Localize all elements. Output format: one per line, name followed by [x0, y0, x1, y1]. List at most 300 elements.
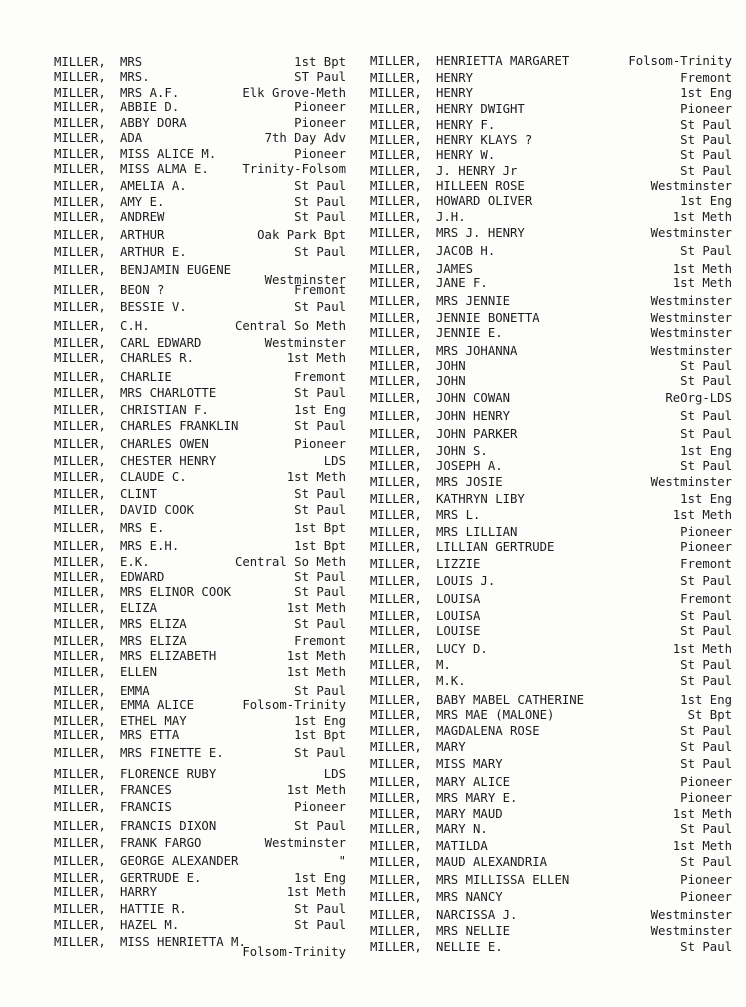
directory-entry: [54, 935, 346, 959]
surname: MILLER,: [54, 918, 106, 932]
church: Westminster: [264, 836, 346, 850]
directory-entry: [370, 940, 732, 954]
directory-entry: [54, 555, 346, 569]
church: 1st Meth: [672, 210, 732, 224]
surname: MILLER,: [54, 767, 106, 781]
church: 1st Meth: [672, 508, 732, 522]
church: St Paul: [680, 427, 732, 441]
church: Trinity-Folsom: [242, 162, 346, 176]
surname: MILLER,: [54, 351, 106, 365]
given-name: J.H.: [436, 210, 466, 224]
directory-entry: [370, 724, 732, 738]
church: St Paul: [294, 746, 346, 760]
surname: MILLER,: [370, 624, 422, 638]
given-name: FRANCES: [120, 783, 172, 797]
given-name: JAMES: [436, 262, 474, 276]
given-name: MRS NELLIE: [436, 924, 511, 938]
directory-entry: [54, 370, 346, 384]
surname: MILLER,: [54, 649, 106, 663]
given-name: CHARLES R.: [120, 351, 195, 365]
surname: MILLER,: [54, 370, 106, 384]
given-name: CHESTER HENRY: [120, 454, 217, 468]
directory-entry: [54, 783, 346, 797]
directory-entry: [54, 601, 346, 615]
church: Pioneer: [294, 147, 346, 161]
given-name: HATTIE R.: [120, 902, 187, 916]
directory-entry: [370, 226, 732, 240]
given-name: MRS ELIZA: [120, 634, 187, 648]
church: 1st Eng: [680, 86, 732, 100]
surname: MILLER,: [370, 693, 422, 707]
church: 1st Eng: [680, 693, 732, 707]
directory-entry: [370, 262, 732, 276]
given-name: JANE F.: [436, 276, 488, 290]
surname: MILLER,: [54, 403, 106, 417]
surname: MILLER,: [370, 890, 422, 904]
surname: MILLER,: [370, 326, 422, 340]
church: Elk Grove-Meth: [242, 86, 346, 100]
surname: MILLER,: [54, 100, 106, 114]
surname: MILLER,: [370, 525, 422, 539]
directory-entry: [370, 839, 732, 853]
given-name: JENNIE E.: [436, 326, 503, 340]
surname: MILLER,: [54, 162, 106, 176]
directory-entry: [54, 698, 346, 712]
church: St Paul: [680, 359, 732, 373]
church: 7th Day Adv: [264, 131, 346, 145]
church: St Paul: [294, 245, 346, 259]
directory-entry: [54, 454, 346, 468]
surname: MILLER,: [370, 508, 422, 522]
church: Pioneer: [680, 775, 732, 789]
church: 1st Meth: [286, 665, 346, 679]
given-name: LOUISA: [436, 592, 481, 606]
church: ReOrg-LDS: [665, 391, 732, 405]
given-name: ELLEN: [120, 665, 158, 679]
church: 1st Bpt: [294, 728, 346, 742]
church: 1st Eng: [680, 194, 732, 208]
church: 1st Meth: [672, 642, 732, 656]
church: St Paul: [294, 210, 346, 224]
directory-entry: [54, 55, 346, 69]
church: 1st Meth: [672, 839, 732, 853]
surname: MILLER,: [54, 470, 106, 484]
directory-entry: [370, 492, 732, 506]
given-name: MRS FINETTE E.: [120, 746, 224, 760]
surname: MILLER,: [370, 444, 422, 458]
directory-entry: [370, 775, 732, 789]
given-name: DAVID COOK: [120, 503, 195, 517]
directory-entry: [370, 658, 732, 672]
church: 1st Meth: [672, 807, 732, 821]
directory-entry: [54, 179, 346, 193]
church: Pioneer: [680, 890, 732, 904]
given-name: MRS ELIZABETH: [120, 649, 217, 663]
directory-entry: [54, 131, 346, 145]
surname: MILLER,: [54, 210, 106, 224]
church: St Paul: [294, 179, 346, 193]
directory-entry: [370, 244, 732, 258]
directory-entry: [54, 918, 346, 932]
directory-entry: [54, 263, 346, 287]
surname: MILLER,: [370, 492, 422, 506]
church: 1st Meth: [286, 470, 346, 484]
directory-entry: [370, 118, 732, 132]
surname: MILLER,: [370, 262, 422, 276]
surname: MILLER,: [370, 86, 422, 100]
directory-entry: [370, 557, 732, 571]
church: 1st Bpt: [294, 539, 346, 553]
given-name: MRS E.H.: [120, 539, 180, 553]
given-name: NARCISSA J.: [436, 908, 518, 922]
surname: MILLER,: [54, 86, 106, 100]
surname: MILLER,: [54, 570, 106, 584]
surname: MILLER,: [370, 658, 422, 672]
surname: MILLER,: [370, 924, 422, 938]
surname: MILLER,: [54, 885, 106, 899]
directory-entry: [54, 570, 346, 584]
given-name: FLORENCE RUBY: [120, 767, 217, 781]
church: Pioneer: [294, 116, 346, 130]
given-name: MRS: [120, 55, 143, 69]
directory-entry: [54, 746, 346, 760]
directory-entry: [54, 210, 346, 224]
directory-entry: [54, 162, 346, 176]
given-name: NELLIE E.: [436, 940, 503, 954]
given-name: LOUISE: [436, 624, 481, 638]
given-name: JACOB H.: [436, 244, 496, 258]
given-name: BESSIE V.: [120, 300, 187, 314]
church: St Paul: [680, 822, 732, 836]
church: 1st Meth: [286, 351, 346, 365]
given-name: EDWARD: [120, 570, 165, 584]
given-name: MARY ALICE: [436, 775, 511, 789]
directory-entry: [370, 508, 732, 522]
surname: MILLER,: [54, 70, 106, 84]
given-name: MRS.: [120, 70, 150, 84]
directory-entry: [54, 665, 346, 679]
church: ": [338, 854, 346, 868]
surname: MILLER,: [370, 908, 422, 922]
given-name: MISS ALMA E.: [120, 162, 209, 176]
church: Pioneer: [294, 100, 346, 114]
church: Westminster: [650, 226, 732, 240]
directory-entry: [370, 133, 732, 147]
surname: MILLER,: [370, 557, 422, 571]
church: St Paul: [680, 674, 732, 688]
directory-entry: [54, 521, 346, 535]
church: St Paul: [294, 419, 346, 433]
church: St Paul: [294, 918, 346, 932]
surname: MILLER,: [370, 459, 422, 473]
directory-entry: [54, 195, 346, 209]
given-name: C.H.: [120, 319, 150, 333]
given-name: FRANCIS DIXON: [120, 819, 217, 833]
surname: MILLER,: [54, 555, 106, 569]
church: ST Paul: [294, 70, 346, 84]
directory-entry: [370, 102, 732, 116]
surname: MILLER,: [370, 54, 422, 68]
church: Pioneer: [680, 540, 732, 554]
surname: MILLER,: [54, 728, 106, 742]
given-name: MRS L.: [436, 508, 481, 522]
given-name: JOHN: [436, 374, 466, 388]
surname: MILLER,: [370, 71, 422, 85]
directory-entry: [370, 71, 732, 85]
directory-entry: [370, 459, 732, 473]
church: Fremont: [680, 557, 732, 571]
directory-entry: [370, 908, 732, 922]
surname: MILLER,: [370, 374, 422, 388]
directory-entry: [54, 86, 346, 100]
church: St Paul: [294, 819, 346, 833]
surname: MILLER,: [54, 783, 106, 797]
given-name: HOWARD OLIVER: [436, 194, 533, 208]
surname: MILLER,: [54, 539, 106, 553]
church-continued: Folsom-Trinity: [242, 945, 346, 959]
church: St Paul: [294, 684, 346, 698]
church: St Paul: [294, 585, 346, 599]
directory-entry: [370, 475, 732, 489]
church: St Paul: [680, 459, 732, 473]
church: 1st Meth: [672, 276, 732, 290]
church: 1st Eng: [294, 871, 346, 885]
directory-entry: [370, 391, 732, 405]
directory-entry: [54, 728, 346, 742]
directory-entry: [54, 319, 346, 333]
directory-entry: [54, 487, 346, 501]
directory-entry: [54, 649, 346, 663]
directory-entry: [370, 148, 732, 162]
directory-entry: [370, 574, 732, 588]
church: St Paul: [680, 148, 732, 162]
directory-entry: [370, 344, 732, 358]
surname: MILLER,: [54, 601, 106, 615]
given-name: ARTHUR E.: [120, 245, 187, 259]
church: St Paul: [294, 617, 346, 631]
given-name: HENRY W.: [436, 148, 496, 162]
church: St Bpt: [687, 708, 732, 722]
church: St Paul: [680, 609, 732, 623]
surname: MILLER,: [54, 617, 106, 631]
church: 1st Eng: [680, 492, 732, 506]
surname: MILLER,: [370, 102, 422, 116]
church: 1st Meth: [672, 262, 732, 276]
church: Fremont: [680, 592, 732, 606]
directory-entry: [370, 276, 732, 290]
directory-entry: [370, 294, 732, 308]
given-name: M.K.: [436, 674, 466, 688]
church: St Paul: [680, 624, 732, 638]
church: Folsom-Trinity: [628, 54, 732, 68]
given-name: LIZZIE: [436, 557, 481, 571]
surname: MILLER,: [54, 665, 106, 679]
given-name: JOHN PARKER: [436, 427, 518, 441]
given-name: ELIZA: [120, 601, 158, 615]
church: 1st Bpt: [294, 521, 346, 535]
directory-entry: [370, 807, 732, 821]
church: 1st Eng: [680, 444, 732, 458]
directory-entry: [370, 592, 732, 606]
church: St Paul: [680, 658, 732, 672]
surname: MILLER,: [370, 807, 422, 821]
surname: MILLER,: [370, 740, 422, 754]
surname: MILLER,: [54, 819, 106, 833]
directory-entry: [370, 757, 732, 771]
directory-entry: [370, 693, 732, 707]
given-name: MRS JOSIE: [436, 475, 503, 489]
church: LDS: [323, 767, 346, 781]
given-name: MRS ELIZA: [120, 617, 187, 631]
directory-entry: [370, 873, 732, 887]
surname: MILLER,: [370, 940, 422, 954]
surname: MILLER,: [370, 311, 422, 325]
given-name: MARY: [436, 740, 466, 754]
surname: MILLER,: [54, 935, 106, 949]
given-name: MRS MILLISSA ELLEN: [436, 873, 570, 887]
surname: MILLER,: [54, 698, 106, 712]
surname: MILLER,: [54, 116, 106, 130]
given-name: MISS ALICE M.: [120, 147, 217, 161]
surname: MILLER,: [370, 674, 422, 688]
directory-entry: [54, 245, 346, 259]
church: 1st Meth: [286, 601, 346, 615]
given-name: LOUISA: [436, 609, 481, 623]
given-name: HENRIETTA MARGARET: [436, 54, 570, 68]
surname: MILLER,: [370, 294, 422, 308]
directory-entry: [54, 300, 346, 314]
surname: MILLER,: [370, 133, 422, 147]
directory-entry: [370, 326, 732, 340]
given-name: HENRY F.: [436, 118, 496, 132]
directory-entry: [54, 617, 346, 631]
given-name: ETHEL MAY: [120, 714, 187, 728]
given-name: JOHN COWAN: [436, 391, 511, 405]
directory-entry: [54, 70, 346, 84]
surname: MILLER,: [370, 791, 422, 805]
directory-entry: [54, 336, 346, 350]
surname: MILLER,: [370, 226, 422, 240]
directory-entry: [370, 359, 732, 373]
surname: MILLER,: [370, 164, 422, 178]
church: St Paul: [680, 118, 732, 132]
church: St Paul: [680, 374, 732, 388]
church: St Paul: [680, 133, 732, 147]
given-name: MATILDA: [436, 839, 488, 853]
surname: MILLER,: [370, 118, 422, 132]
surname: MILLER,: [54, 871, 106, 885]
church: St Paul: [294, 386, 346, 400]
given-name: MRS JENNIE: [436, 294, 511, 308]
directory-entry: [54, 885, 346, 899]
surname: MILLER,: [54, 854, 106, 868]
directory-entry: [54, 819, 346, 833]
directory-entry: [370, 540, 732, 554]
given-name: MRS LILLIAN: [436, 525, 518, 539]
directory-entry: [370, 54, 732, 68]
given-name: JOSEPH A.: [436, 459, 503, 473]
church: St Paul: [294, 503, 346, 517]
church-continued: Westminster: [264, 273, 346, 287]
church: St Paul: [680, 740, 732, 754]
given-name: MRS E.: [120, 521, 165, 535]
surname: MILLER,: [54, 245, 106, 259]
directory-entry: [54, 684, 346, 698]
given-name: CARL EDWARD: [120, 336, 202, 350]
directory-entry: [370, 409, 732, 423]
surname: MILLER,: [370, 757, 422, 771]
surname: MILLER,: [54, 228, 106, 242]
church: St Paul: [294, 195, 346, 209]
church: LDS: [323, 454, 346, 468]
church: St Paul: [680, 855, 732, 869]
directory-entry: [54, 228, 346, 242]
directory-entry: [370, 210, 732, 224]
surname: MILLER,: [54, 487, 106, 501]
surname: MILLER,: [370, 540, 422, 554]
given-name: MRS MARY E.: [436, 791, 518, 805]
surname: MILLER,: [54, 55, 106, 69]
directory-entry: [54, 470, 346, 484]
surname: MILLER,: [54, 263, 106, 277]
surname: MILLER,: [54, 714, 106, 728]
surname: MILLER,: [370, 244, 422, 258]
given-name: CHRISTIAN F.: [120, 403, 209, 417]
church: 1st Meth: [286, 649, 346, 663]
church: Westminster: [264, 336, 346, 350]
given-name: JOHN S.: [436, 444, 488, 458]
directory-entry: [370, 525, 732, 539]
directory-entry: [370, 822, 732, 836]
surname: MILLER,: [370, 148, 422, 162]
surname: MILLER,: [54, 419, 106, 433]
directory-entry: [370, 179, 732, 193]
given-name: MRS NANCY: [436, 890, 503, 904]
church: Central So Meth: [234, 555, 346, 569]
surname: MILLER,: [54, 195, 106, 209]
surname: MILLER,: [370, 359, 422, 373]
directory-entry: [54, 871, 346, 885]
surname: MILLER,: [370, 873, 422, 887]
surname: MILLER,: [54, 437, 106, 451]
given-name: CLINT: [120, 487, 158, 501]
church: Central So Meth: [234, 319, 346, 333]
directory-entry: [370, 624, 732, 638]
surname: MILLER,: [370, 475, 422, 489]
surname: MILLER,: [54, 836, 106, 850]
directory-entry: [370, 924, 732, 938]
church: St Paul: [680, 244, 732, 258]
surname: MILLER,: [54, 300, 106, 314]
church: Westminster: [650, 344, 732, 358]
directory-entry: [54, 503, 346, 517]
church: St Paul: [680, 940, 732, 954]
church: St Paul: [680, 574, 732, 588]
church: Pioneer: [294, 437, 346, 451]
given-name: CHARLIE: [120, 370, 172, 384]
surname: MILLER,: [370, 855, 422, 869]
surname: MILLER,: [370, 822, 422, 836]
directory-entry: [370, 86, 732, 100]
given-name: MRS ETTA: [120, 728, 180, 742]
given-name: GEORGE ALEXANDER: [120, 854, 239, 868]
surname: MILLER,: [370, 179, 422, 193]
given-name: E.K.: [120, 555, 150, 569]
directory-entry: [370, 855, 732, 869]
given-name: EMMA: [120, 684, 150, 698]
directory-entry: [370, 674, 732, 688]
given-name: ADA: [120, 131, 143, 145]
